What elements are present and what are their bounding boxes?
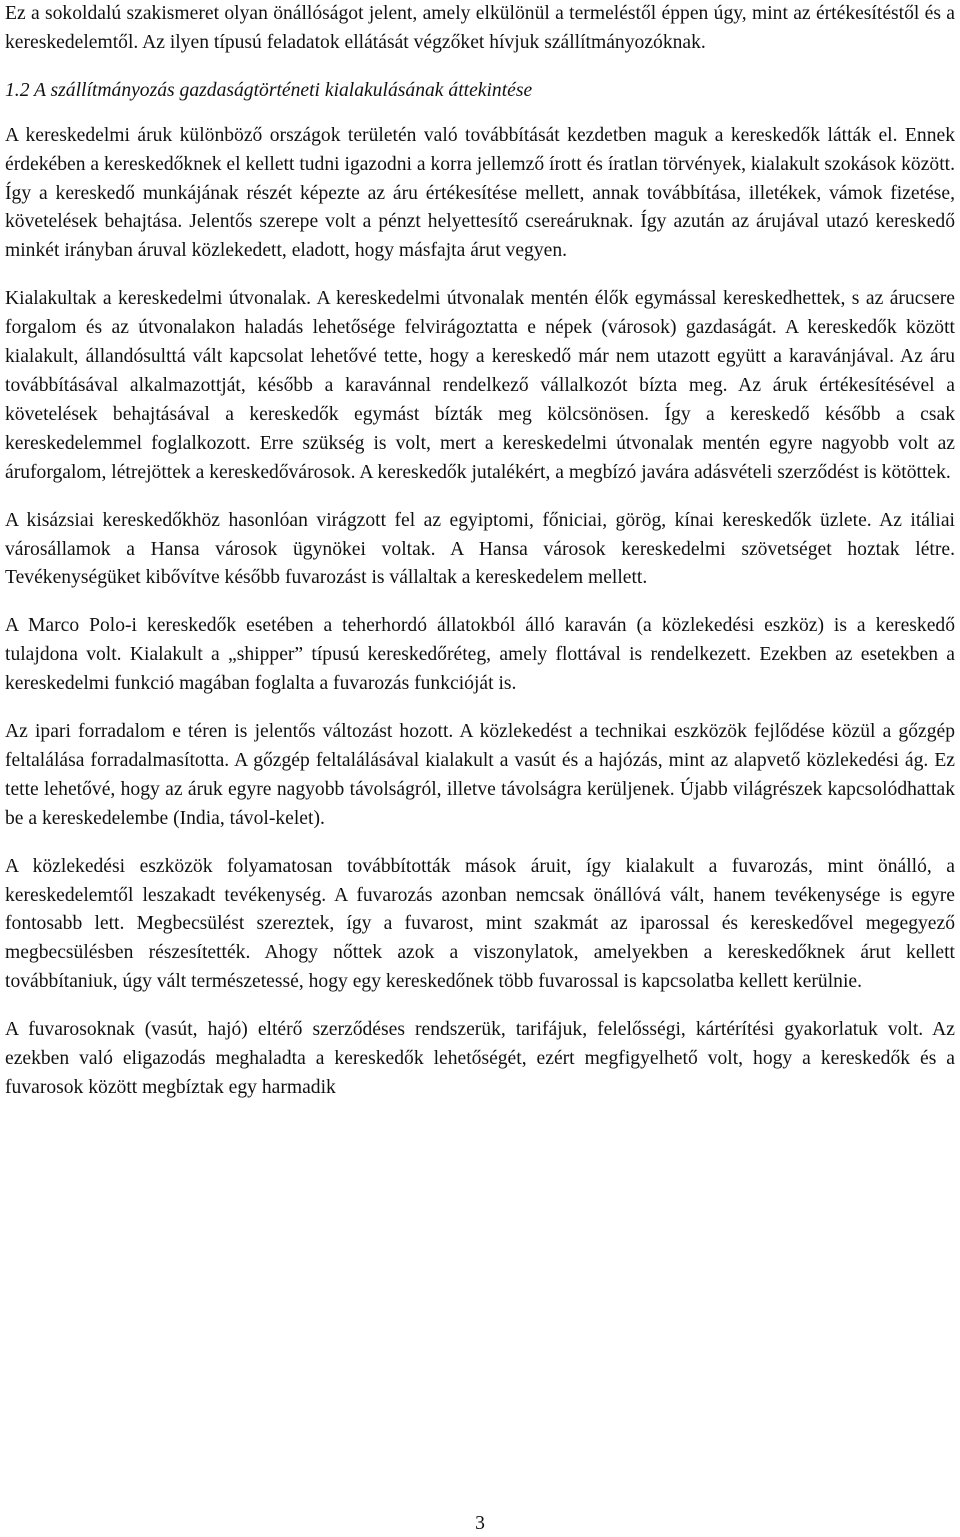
body-paragraph-1: A kereskedelmi áruk különböző országok területén való továbbítását kezdetben maguk a kereskedők látták el. Ennek érdekében a kereskedőknek el kellett tudni igazodni a korra jellemző írott és íratlan törvények, kialakult szokások között. Így a kereskedő munkájának részét képezte az áru értékesítése mellett, annak továbbítása, illetékek, vámok fizetése, követelések behajtása. Jelentős szerepe volt a pénzt helyettesítő csereáruknak. Így azután az árujával utazó kereskedő minkét irányban áruval közlekedett, eladott, hogy másfajta árut vegyen.	[5, 124, 955, 262]
body-paragraph-3: A kisázsiai kereskedőkhöz hasonlóan virágzott fel az egyiptomi, főniciai, görög, kínai kereskedők üzlete. Az itáliai városállamok a Hansa városok ügynökei voltak. A Hansa városok kereskedelmi szövetséget hoztak létre. Tevékenységüket kibővítve később fuvarozást is vállaltak a kereskedelem mellett.	[5, 509, 955, 589]
document-page	[5, 0, 955, 1103]
body-paragraph-5: Az ipari forradalom e téren is jelentős változást hozott. A közlekedést a technikai eszközök fejlődése közül a gőzgép feltalálása forradalmasította. A gőzgép feltalálásával kialakult a vasút és a hajózás, mint az alapvető közlekedési ág. Ez tette lehetővé, hogy az áruk egyre nagyobb távolságról, illetve távolságra kerüljenek. Újabb világrészek kapcsolódhattak be a kereskedelembe (India, távol-kelet).	[5, 721, 955, 829]
body-paragraph-2: Kialakultak a kereskedelmi útvonalak. A kereskedelmi útvonalak mentén élők egymással kereskedhettek, s az árucsere forgalom és az útvonalakon haladás lehetősége felvirágoztatta e népek (városok) gazdaságát. A kereskedők között kialakult, állandósulttá vált kapcsolat lehetővé tette, hogy a kereskedő már nem utazott együtt a karavánjával. Az áru továbbításával alkalmazottját, később a karavánnal rendelkező vállalkozót bízta meg. Az áruk értékesítésével a követelések behajtásával a kereskedők egymást bízták meg kölcsönösen. Így a kereskedő később a csak kereskedelemmel foglalkozott. Erre szükség is volt, mert a kereskedelmi útvonalak mentén egyre nagyobb volt az áruforgalom, létrejöttek a kereskedővárosok. A kereskedők jutalékért, a megbízó javára adásvételi szerződést is kötöttek.	[5, 288, 955, 483]
page-number: 3	[475, 1513, 485, 1534]
body-paragraph-6: A közlekedési eszközök folyamatosan továbbították mások áruit, így kialakult a fuvarozás, mint önálló, a kereskedelemtől leszakadt tevékenység. A fuvarozás azonban nemcsak önállóvá vált, hanem tevékenysége is egyre fontosabb lett. Megbecsülést szereztek, így a fuvarost, mint szakmát az iparossal és kereskedővel megegyező megbecsülésben részesítették. Ahogy nőttek azok a viszonylatok, amelyekben a kereskedőknek árut kellett továbbítaniuk, úgy vált természetessé, hogy egy kereskedőnek több fuvarossal is kapcsolatba kellett kerülnie.	[5, 855, 955, 993]
intro-paragraph: Ez a sokoldalú szakismeret olyan önállóságot jelent, amely elkülönül a termeléstől éppen úgy, mint az értékesítéstől és a kereskedelemtől. Az ilyen típusú feladatok ellátását végzőket hívjuk szállítmányozóknak.	[5, 3, 955, 53]
section-heading: 1.2 A szállítmányozás gazdaságtörténeti kialakulásának áttekintése	[5, 79, 533, 101]
body-paragraph-7: A fuvarosoknak (vasút, hajó) eltérő szerződéses rendszerük, tarifájuk, felelősségi, kártérítési gyakorlatuk volt. Az ezekben való eligazodás meghaladta a kereskedők lehetőségét, ezért megfigyelhető volt, hogy a kereskedők és a fuvarosok között megbíztak egy harmadik	[5, 1019, 955, 1098]
body-paragraph-4: A Marco Polo-i kereskedők esetében a teherhordó állatokból álló karaván (a közlekedési eszköz) is a kereskedő tulajdona volt. Kialakult a „shipper” típusú kereskedőréteg, amely flottával is rendelkezett. Ezekben az esetekben a kereskedelmi funkció magában foglalta a fuvarozás funkcióját is.	[5, 615, 955, 695]
